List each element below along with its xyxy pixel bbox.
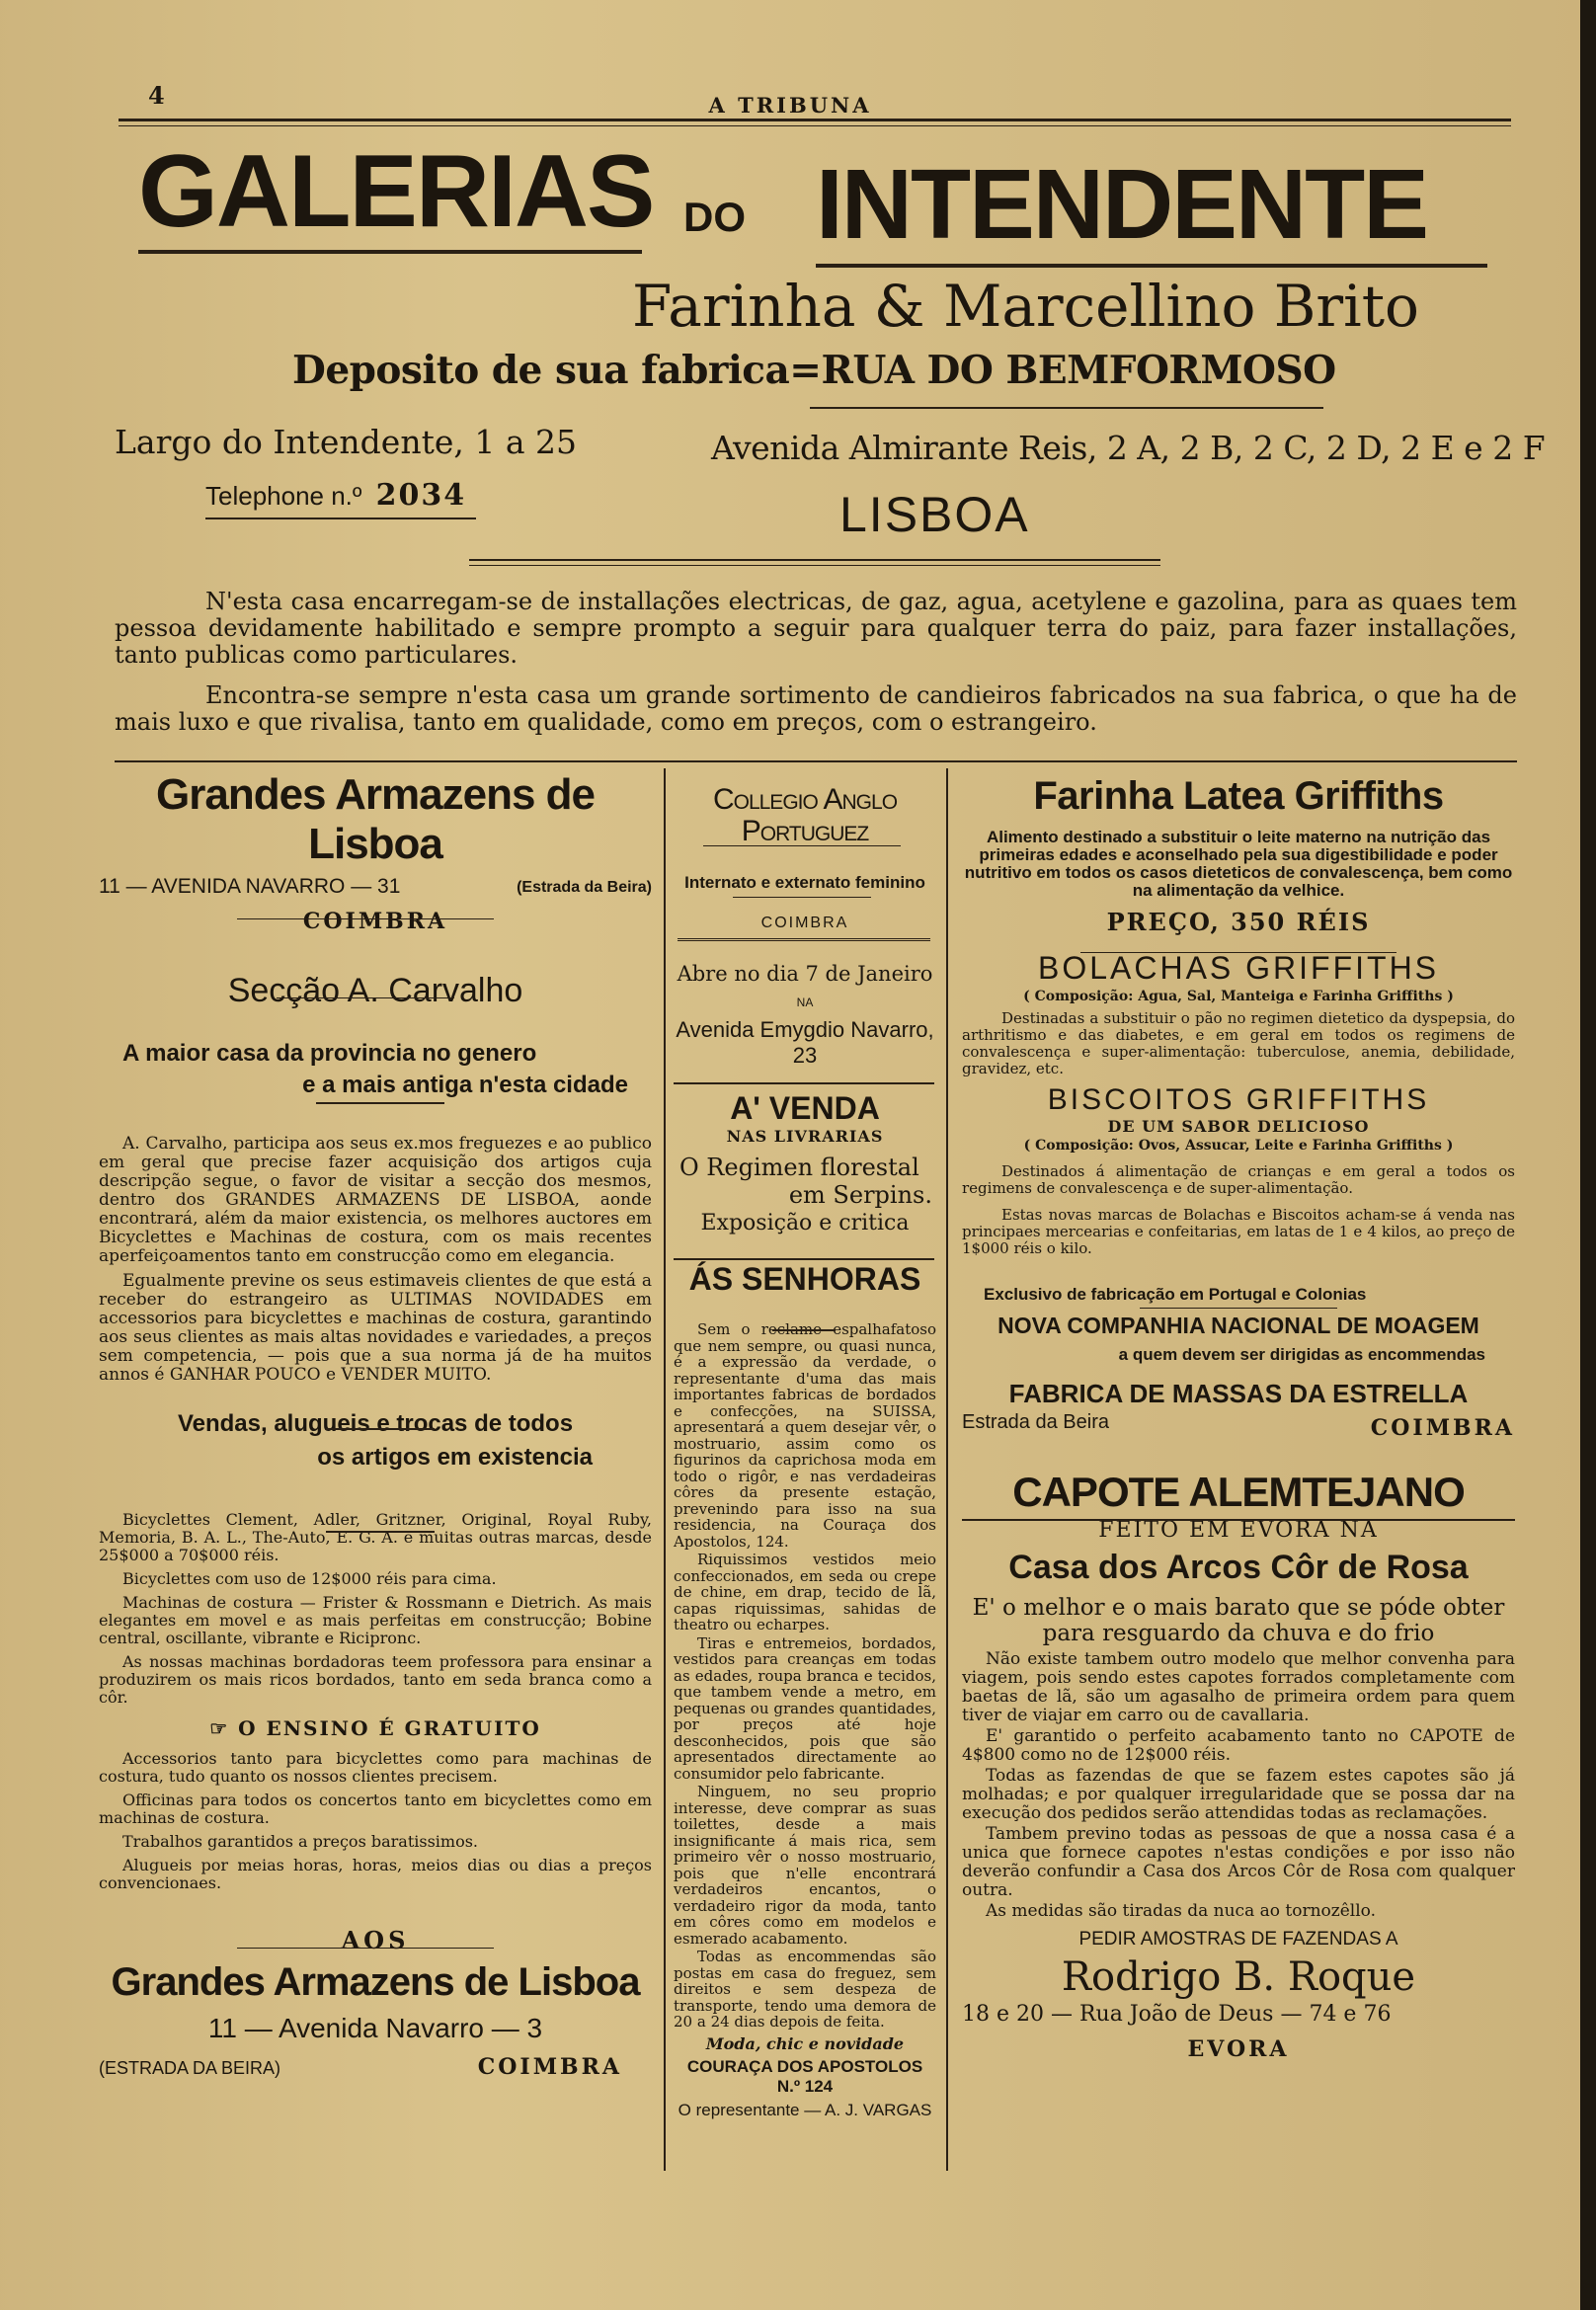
title-galerias: GALERIAS [138, 134, 654, 249]
title-intendente: INTENDENTE [816, 149, 1427, 260]
col3-rule-2 [1140, 1308, 1337, 1309]
col2-book-1: O Regimen florestal [679, 1154, 919, 1181]
col1-para-2: Egualmente previne os seus estimaveis clientes de que está a receber do estrangeiro as ULTIMAS NOVIDADES em accessorios para bicyclettes e machinas de costura, garantindo aos seus clientes as mais altas novidades e variedades, a preços sem competencia, — pois que a sua norma já de ha muitos annos é GANHAR POUCO e VENDER MUITO. [99, 1271, 652, 1385]
col3-sabor: DE UM SABOR DELICIOSO [1107, 1117, 1370, 1136]
col1-aos: AOS [341, 1926, 410, 1954]
col3-evora: EVORA [1187, 2036, 1290, 2062]
telephone-label: Telephone n.º [205, 481, 362, 511]
header-rule-thin [119, 125, 1511, 126]
col1-title-2: Grandes Armazens de Lisboa [111, 1960, 640, 2004]
col2-rule-3 [674, 1082, 934, 1084]
col2-title-underline [703, 845, 901, 846]
col3-p1: Não existe tambem outro modelo que melhor convenha para viagem, pois sendo estes capotes forrados completamente com baetas de lã, são um agasalho de primeira ordem para quem tiver de viajar em carro ou de cavallaria. [962, 1649, 1515, 1725]
top-ad-body [115, 589, 1517, 736]
col3-rule-3 [962, 1519, 1515, 1521]
col3-casa: Casa dos Arcos Côr de Rosa [1008, 1549, 1469, 1586]
col3-p4: Tambem previno todas as pessoas de que a nossa casa é a unica que fornece capotes n'estas condições e por isso não deverão confundir a Casa dos Arcos Côr de Rosa com qualquer outra. [962, 1824, 1515, 1900]
col3-melhor-2: para resguardo da chuva e do frio [1042, 1621, 1435, 1646]
firm-name: Farinha & Marcellino Brito [632, 273, 1419, 340]
col1-title: Grandes Armazens de Lisboa [156, 770, 595, 868]
col1-city: COIMBRA [302, 909, 448, 934]
newspaper-name: A TRIBUNA [708, 93, 872, 118]
col2-city: COIMBRA [760, 915, 849, 931]
col1-slogan-1: A maior casa da provincia no genero [122, 1040, 537, 1067]
col1-para-10: Alugueis por meias horas, horas, meios dias ou dias a preços convencionaes. [99, 1856, 652, 1892]
col3-p2: E' garantido o perfeito acabamento tanto no CAPOTE de 4$800 como no de 12$000 réis. [962, 1726, 1515, 1765]
col1-para-3: Bicyclettes Clement, Adler, Gritzner, Original, Royal Ruby, Memoria, B. A. L., The-Auto, E. G. A. e muitas outras marcas, desde 25$000 a 70$000 réis. [99, 1510, 652, 1564]
col1-body-2 [99, 1511, 652, 1707]
col2-livrarias: NAS LIVRARIAS [726, 1127, 884, 1146]
col2-couraca: COURAÇA DOS APOSTOLOS N.º 124 [686, 2056, 923, 2096]
deposit-line: Deposito de sua fabrica=RUA DO BEMFORMOSO [292, 348, 1336, 393]
header-rule [119, 119, 1511, 121]
col3-rule-1 [1080, 952, 1396, 953]
column-1 [99, 768, 652, 2080]
title-intendente-underline [816, 264, 1487, 268]
col2-flourish [772, 1329, 836, 1331]
col3-capote-body [962, 1650, 1515, 1921]
col2-avenue: Avenida Emygdio Navarro, 23 [676, 1017, 934, 1068]
telephone-underline [205, 518, 476, 519]
col2-para-5: Todas as encommendas são postas em casa do freguez, sem direitos e sem despeza de transporte, tendo uma demora de 20 a 24 dias depois de feita. [674, 1948, 936, 2031]
col1-sub-2: os artigos em existencia [317, 1444, 593, 1471]
col1-address-row [99, 875, 652, 899]
city-lisboa: LISBOA [839, 487, 1030, 542]
col2-representante: O representante — A. J. VARGAS [678, 2100, 932, 2119]
column-separator-2 [946, 768, 948, 2171]
col3-pedir: PEDIR AMOSTRAS DE FAZENDAS A [1078, 1929, 1398, 1950]
col3-capote: CAPOTE ALEMTEJANO [1012, 1469, 1465, 1515]
col2-book-2: em Serpins. [788, 1181, 932, 1209]
address-left: Largo do Intendente, 1 a 25 [115, 423, 577, 461]
col2-subtitle: Internato e externato feminino [684, 873, 925, 892]
col3-p5: As medidas são tiradas da nuca ao tornozêllo. [986, 1901, 1376, 1921]
col2-title: Collegio Anglo Portuguez [712, 783, 898, 847]
telephone [205, 478, 466, 513]
col3-dirigidas: a quem devem ser dirigidas as encommendas [1118, 1345, 1485, 1364]
col2-book-3: Exposição e critica [700, 1211, 910, 1235]
top-ad-paragraph-1: N'esta casa encarregam-se de installações electricas, de gaz, agua, acetylene e gazolina, para as quaes tem pessoa devidamente habilitado e sempre prompto a seguir para qualquer terra do paiz, para fazer installações, tanto publicas como particulares. [115, 588, 1517, 669]
col3-city: COIMBRA [1370, 1415, 1515, 1441]
col1-ensino: ☞ O ENSINO É GRATUITO [209, 1716, 541, 1740]
title-galerias-underline [138, 250, 642, 254]
col3-rua: 18 e 20 — Rua João de Deus — 74 e 76 [962, 2002, 1392, 2027]
col2-na: NA [796, 996, 814, 1009]
col3-price: PREÇO, 350 RÉIS [1106, 908, 1371, 936]
col1-para-9: Trabalhos garantidos a preços baratissimos. [122, 1832, 479, 1851]
col1-sub-1: Vendas, alugueis e trocas de todos [177, 1410, 574, 1437]
column-2 [674, 768, 936, 2120]
col1-rule-4 [326, 1531, 435, 1533]
col3-feito: FEITO EM EVORA NA [1098, 1518, 1379, 1543]
col3-bolachas-desc: Destinadas a substituir o pão no regimen dietetico da dyspepsia, do arthritismo e das diabetes, e em geral em todos os regimens de convalescença e super-alimentação: tuberculose, anemia, debilidade, gravidez, etc. [962, 1009, 1515, 1077]
top-ad-paragraph-2: Encontra-se sempre n'esta casa um grande sortimento de candieiros fabricados na sua fabrica, o que ha de mais luxo e que rivalisa, tanto em qualidade, como em preços, com o estrangeiro. [115, 681, 1517, 736]
col1-bottom-row [99, 2054, 652, 2080]
col2-rule-2 [678, 938, 930, 941]
col3-estas: Estas novas marcas de Bolachas e Biscoitos acham-se á venda nas principaes mercearias e confeitarias, em latas de 1 e 4 kilos, ao preço de 1$000 réis o kilo. [962, 1206, 1515, 1257]
col1-para-4: Bicyclettes com uso de 12$000 réis para cima. [122, 1569, 497, 1588]
col3-biscoitos-desc: Destinados á alimentação de crianças e em geral a todos os regimens de convalescença e de super-alimentação. [962, 1162, 1515, 1197]
col1-para-7: Accessorios tanto para bicyclettes como para machinas de costura, tudo quanto os nossos clientes precisem. [99, 1749, 652, 1786]
col1-para-1: A. Carvalho, participa aos seus ex.mos freguezes e ao publico em geral que precise fazer acquisição dos artigos cuja descripção segue, o favor de visitar a secção dos mesmos, dentro dos GRANDES ARMAZENS DE LISBOA, aonde encontrará, além da maior existencia, os melhores auctores em Bicyclettes e Machinas de costura, com os mais recentes aperfeiçoamentos tanto em construcção como em elegancia. [99, 1134, 652, 1266]
col3-roque: Rodrigo B. Roque [1061, 1954, 1416, 2000]
col1-slogan-2: e a mais antiga n'esta cidade [302, 1072, 628, 1098]
col3-desc: Alimento destinado a substituir o leite materno na nutrição das primeiras edades e aconselhado pela sua digestibilidade e poder nutritivo em todos os casos dieteticos de convalescença, bem como na alimentação da velhice. [964, 828, 1513, 900]
col3-title: Farinha Latea Griffiths [1033, 774, 1444, 818]
col1-para-6: As nossas machinas bordadoras teem professora para ensinar a produzirem os mais ricos bordados, tanto em seda branca como a côr. [99, 1652, 652, 1707]
top-ad-divider2 [469, 565, 1160, 566]
address-right: Avenida Almirante Reis, 2 A, 2 B, 2 C, 2 D, 2 E e 2 F [711, 429, 1546, 467]
col1-para-8: Officinas para todos os concertos tanto em bicyclettes como em machinas de costura. [99, 1791, 652, 1827]
col3-estrada: Estrada da Beira [962, 1411, 1109, 1433]
deposit-underline [810, 407, 1323, 409]
col2-para-4: Ninguem, no seu proprio interesse, deve comprar as suas toilettes, desde a mais insignificante á mais rica, sem primeiro vêr o nosso mostruario, pois que n'elle encontrará verdadeiros encantos, o verdadeiro rigor da moda, tanto em côres como em modelos e esmerado acabamento. [674, 1783, 936, 1948]
col1-address-2: 11 — Avenida Navarro — 3 [207, 2013, 543, 2043]
col3-biscoitos-comp: ( Composição: Ovos, Assucar, Leite e Farinha Griffiths ) [1023, 1138, 1454, 1154]
col2-body [674, 1321, 936, 2031]
col1-rule-2 [277, 997, 454, 998]
col1-rule-1 [237, 918, 494, 919]
top-ad-divider [469, 559, 1160, 561]
col2-senhoras: ÁS SENHORAS [688, 1261, 921, 1297]
col1-body-3 [99, 1750, 652, 1892]
col1-para-5: Machinas de costura — Frister & Rossmann e Dietrich. As mais elegantes em movel e as mais perfeitas em construcção; Bobine central, oscillante, vibrante e Ricipronc. [99, 1593, 652, 1647]
book-binding-edge [1580, 0, 1596, 2310]
col3-bolachas: BOLACHAS GRIFFITHS [1037, 950, 1440, 986]
page-number: 4 [148, 81, 165, 110]
col3-fabrica: FABRICA DE MASSAS DA ESTRELLA [1008, 1379, 1469, 1408]
col1-estrada: (ESTRADA DA BEIRA) [99, 2058, 281, 2078]
col1-city-2: COIMBRA [477, 2054, 622, 2080]
telephone-number: 2034 [375, 478, 467, 513]
title-do: DO [683, 194, 746, 240]
col1-body-1 [99, 1135, 652, 1385]
col2-para-3: Tiras e entremeios, bordados, vestidos para creanças em todas as edades, roupa branca e tecidos, que tambem vende a metro, em pequenas ou grandes quantidades, por preços até hoje desconhecidos, pois que são apresentados directamente ao consumidor pelo fabricante. [674, 1633, 936, 1783]
col2-para-1: Sem o reclame espalhafatoso que nem sempre, ou quasi nunca, é a expressão da verdade, o representante d'uma das mais importantes fabricas de bordados e confecções, na SUISSA, apresentará a quem desejar vêr, o mostruario, assim como os figurinos da caprichosa moda em todo o rigôr, e nas verdadeiras côres da presente estação, prevenindo para isso na sua residencia, na Couraça dos Apostolos, 124. [674, 1320, 936, 1551]
col2-rule-4 [674, 1258, 934, 1260]
col2-venda: A' VENDA [730, 1090, 880, 1126]
col3-melhor-1: E' o melhor e o mais barato que se póde obter [972, 1595, 1505, 1621]
col3-exclusivo: Exclusivo de fabricação em Portugal e Colonias [984, 1285, 1367, 1304]
col2-para-2: Riquissimos vestidos meio confeccionados, em seda ou crepe de chine, em drap, tecido de lã, capas riquissimas, sahidas de theatro ou echarpes. [674, 1551, 936, 1633]
col2-moda: Moda, chic e novidade [705, 2033, 905, 2053]
col3-p3: Todas as fazendas de que se fazem estes capotes são já molhadas; e por qualquer irregularidade que se possa dar na execução dos pedidos serão attendidas todas as reclamações. [962, 1766, 1515, 1823]
col1-address-note: (Estrada da Beira) [517, 879, 652, 896]
col3-fabrica-row [962, 1411, 1515, 1441]
col1-section: Secção A. Carvalho [227, 972, 523, 1009]
col2-opens: Abre no dia 7 de Janeiro [677, 962, 933, 986]
col1-rule-3 [326, 1428, 435, 1430]
col1-address: 11 — AVENIDA NAVARRO — 31 [99, 875, 401, 898]
col1-rule-5 [237, 1948, 494, 1949]
col3-bolachas-comp: ( Composição: Agua, Sal, Manteiga e Farinha Griffiths ) [1023, 989, 1454, 1004]
col2-rule-1 [733, 897, 871, 898]
col3-companhia: NOVA COMPANHIA NACIONAL DE MOAGEM [998, 1313, 1479, 1338]
column-3 [962, 768, 1515, 2062]
col1-flourish-1 [316, 1102, 444, 1104]
column-separator-1 [664, 768, 666, 2171]
col3-biscoitos: BISCOITOS GRIFFITHS [1047, 1083, 1430, 1116]
top-section-bottom-rule [115, 760, 1517, 762]
